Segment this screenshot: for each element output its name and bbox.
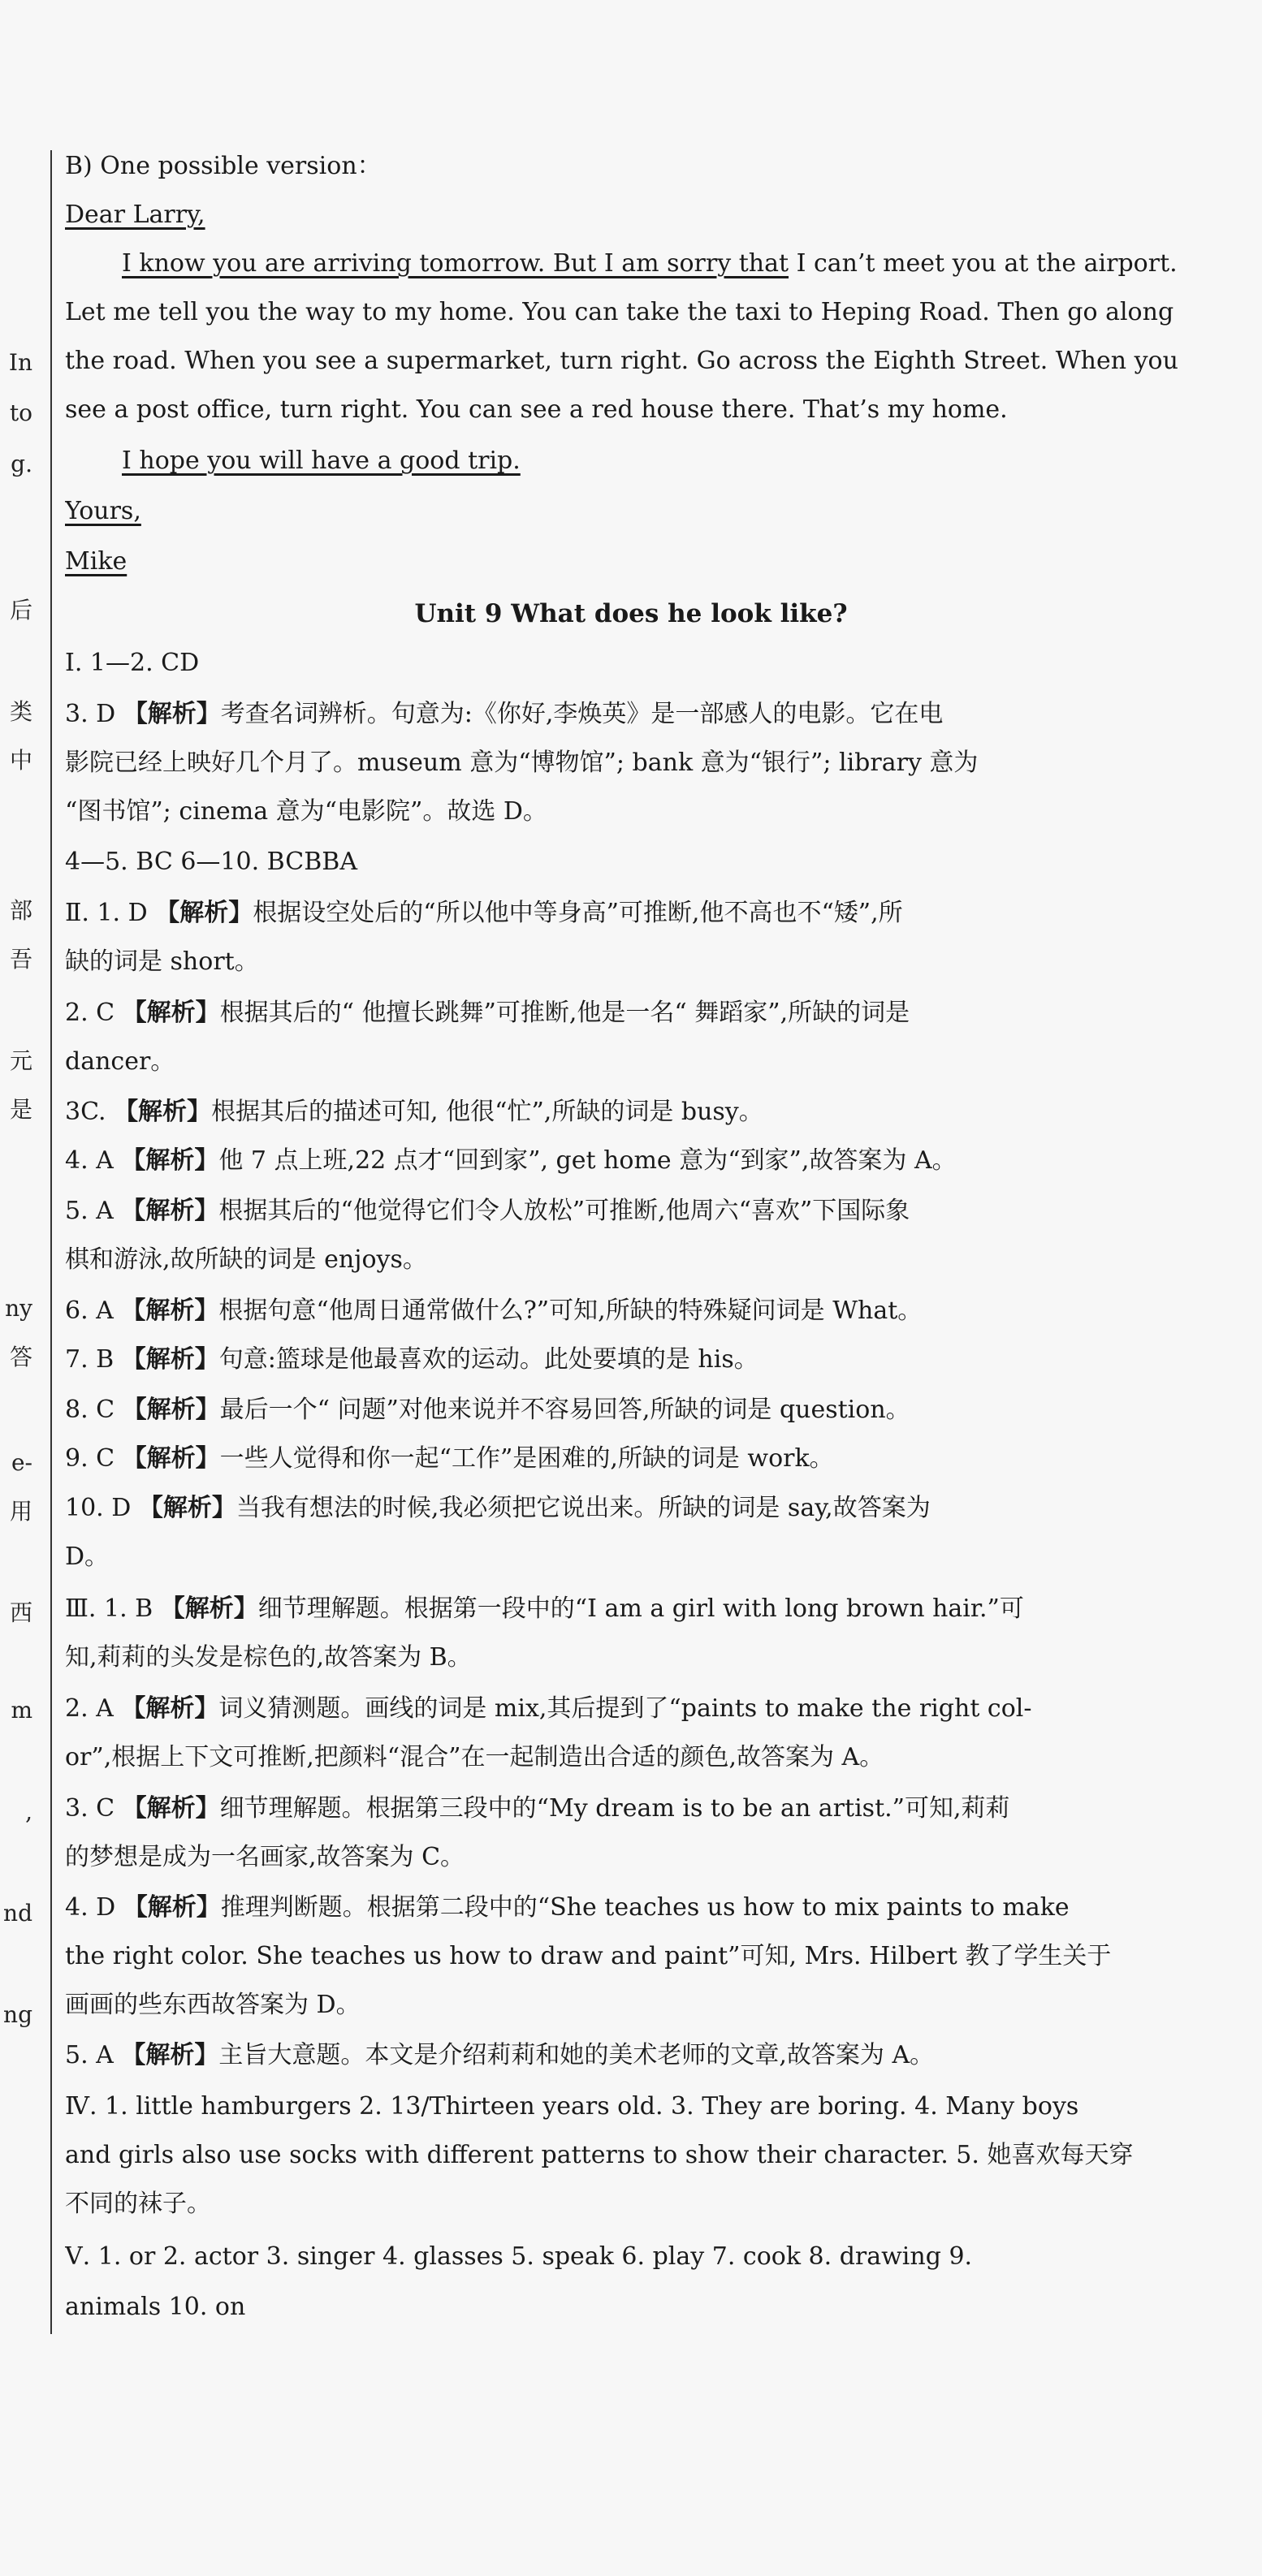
left-margin-fragment: m [11,1697,32,1724]
answer-item: 2. A 【解析】词义猜测题。画线的词是 mix,其后提到了“paints to make the right col- [65,1694,1032,1723]
answer-item: 3. D 【解析】考查名词辨析。句意为:《你好,李焕英》是一部感人的电影。它在电 [65,700,944,728]
analysis-tag: 【解析】 [122,999,220,1027]
left-margin-fragment: , [25,1798,32,1825]
answer-item: Ⅲ. 1. B 【解析】细节理解题。根据第一段中的“I am a girl with long brown hair.”可 [65,1594,1024,1623]
letter-paragraph-1-line-3: the road. When you see a supermarket, turn right. Go across the Eighth Street. When you [65,347,1178,375]
left-margin-fragment: 西 [9,1599,32,1626]
answer-item-cont: “图书馆”; cinema 意为“电影院”。故选 D。 [65,797,547,826]
analysis-tag: 【解析】 [122,1794,220,1823]
answer-item: 3C. 【解析】根据其后的描述可知, 他很“忙”,所缺的词是 busy。 [65,1098,763,1126]
answer-item: 6. A 【解析】根据句意“他周日通常做什么?”可知,所缺的特殊疑问词是 What。 [65,1297,923,1325]
answer-item: 10. D 【解析】当我有想法的时候,我必须把它说出来。所缺的词是 say,故答案为 [65,1494,931,1522]
answer-item: 2. C 【解析】根据其后的“ 他擅长跳舞”可推断,他是一名“ 舞蹈家”,所缺的词是 [65,999,910,1027]
answer-item-cont: dancer。 [65,1047,175,1076]
left-margin-fragment: e- [11,1449,32,1476]
answer-item: 5. A 【解析】根据其后的“他觉得它们令人放松”可推断,他周六“喜欢”下国际象 [65,1197,910,1225]
answer-item: 8. C 【解析】最后一个“ 问题”对他来说并不容易回答,所缺的词是 question。 [65,1396,910,1424]
left-margin-fragment: to [9,399,32,426]
analysis-tag: 【解析】 [123,1893,221,1922]
letter-signature: Mike [65,547,127,576]
answer-line: 4—5. BC 6—10. BCBBA [65,848,357,876]
letter-paragraph-2: I hope you will have a good trip. [122,447,521,475]
letter-paragraph-1-line-2: Let me tell you the way to my home. You can take the taxi to Heping Road. Then go along [65,298,1174,326]
answer-line: and girls also use socks with different patterns to show their character. 5. 她喜欢每天穿 [65,2141,1134,2169]
analysis-tag: 【解析】 [160,1594,258,1623]
analysis-tag: 【解析】 [121,2041,219,2069]
unit-title: Unit 9 What does he look like? [414,599,848,628]
answer-item-cont: 棋和游泳,故所缺的词是 enjoys。 [65,1245,427,1274]
answer-item-cont: 的梦想是成为一名画家,故答案为 C。 [65,1843,465,1871]
answer-line: 不同的袜子。 [65,2190,211,2218]
answer-item: Ⅱ. 1. D 【解析】根据设空处后的“所以他中等身高”可推断,他不高也不“矮”,所 [65,899,903,927]
letter-underlined-sentence: I know you are arriving tomorrow. But I am sorry that [122,249,789,278]
analysis-tag: 【解析】 [121,1146,219,1175]
answer-line: Ⅴ. 1. or 2. actor 3. singer 4. glasses 5. speak 6. play 7. cook 8. drawing 9. [65,2242,973,2271]
answer-item-cont: D。 [65,1543,110,1571]
left-margin-fragment: 后 [9,597,32,624]
letter-paragraph-1-line-1: I know you are arriving tomorrow. But I am sorry that I can’t meet you at the airport. [122,249,1178,278]
left-margin-fragment: 答 [9,1344,32,1370]
analysis-tag: 【解析】 [121,1694,219,1723]
left-margin-fragment: 类 [9,698,32,725]
left-margin-fragment: 元 [9,1047,32,1074]
answer-line: animals 10. on [65,2293,246,2321]
left-margin-fragment: 用 [9,1498,32,1525]
answer-item-cont: 影院已经上映好几个月了。museum 意为“博物馆”; bank 意为“银行”; library 意为 [65,749,979,777]
left-margin-fragment: 部 [9,897,32,924]
answer-line: Ⅳ. 1. little hamburgers 2. 13/Thirteen years old. 3. They are boring. 4. Many boys [65,2092,1079,2121]
left-margin-fragment: ny [5,1295,32,1322]
answer-item: 4. A 【解析】他 7 点上班,22 点才“回到家”, get home 意为“到家”,故答案为 A。 [65,1146,957,1175]
analysis-tag: 【解析】 [122,1444,220,1473]
letter-greeting: Dear Larry, [65,201,205,229]
answer-item: 3. C 【解析】细节理解题。根据第三段中的“My dream is to be an artist.”可知,莉莉 [65,1794,1010,1823]
letter-version-line: B) One possible version： [65,152,382,180]
analysis-tag: 【解析】 [121,1345,219,1374]
analysis-tag: 【解析】 [122,1396,220,1424]
letter-paragraph-1-line-4: see a post office, turn right. You can see a red house there. That’s my home. [65,395,1008,424]
column-divider [50,150,52,2334]
left-margin-fragment: In [8,349,32,376]
answer-item-cont: or”,根据上下文可推断,把颜料“混合”在一起制造出合适的颜色,故答案为 A。 [65,1743,884,1771]
left-margin-fragment: 中 [9,747,32,774]
answer-item-cont: 缺的词是 short。 [65,947,259,976]
analysis-tag: 【解析】 [123,700,221,728]
answer-item-cont: 知,莉莉的头发是棕色的,故答案为 B。 [65,1643,472,1672]
left-margin-fragment: ng [3,2001,32,2028]
analysis-tag: 【解析】 [121,1297,219,1325]
answer-item: 5. A 【解析】主旨大意题。本文是介绍莉莉和她的美术老师的文章,故答案为 A。 [65,2041,935,2069]
answer-item: 7. B 【解析】句意:篮球是他最喜欢的运动。此处要填的是 his。 [65,1345,758,1374]
analysis-tag: 【解析】 [121,1197,219,1225]
analysis-tag: 【解析】 [138,1494,236,1522]
letter-closing: Yours, [65,497,141,525]
left-margin-fragment: g. [11,451,32,477]
answer-item-cont: 画画的些东西故答案为 D。 [65,1991,361,2019]
answer-item: 4. D 【解析】推理判断题。根据第二段中的“She teaches us how to mix paints to make [65,1893,1070,1922]
left-margin-fragment: 是 [9,1096,32,1123]
analysis-tag: 【解析】 [155,899,253,927]
answer-section-1: Ⅰ. 1—2. CD [65,649,200,677]
answer-item: 9. C 【解析】一些人觉得和你一起“工作”是困难的,所缺的词是 work。 [65,1444,834,1473]
answer-item-cont: the right color. She teaches us how to draw and paint”可知, Mrs. Hilbert 教了学生关于 [65,1942,1112,1970]
left-margin-fragment: nd [3,1900,32,1927]
analysis-tag: 【解析】 [114,1098,212,1126]
left-margin-fragment: 吾 [9,946,32,973]
